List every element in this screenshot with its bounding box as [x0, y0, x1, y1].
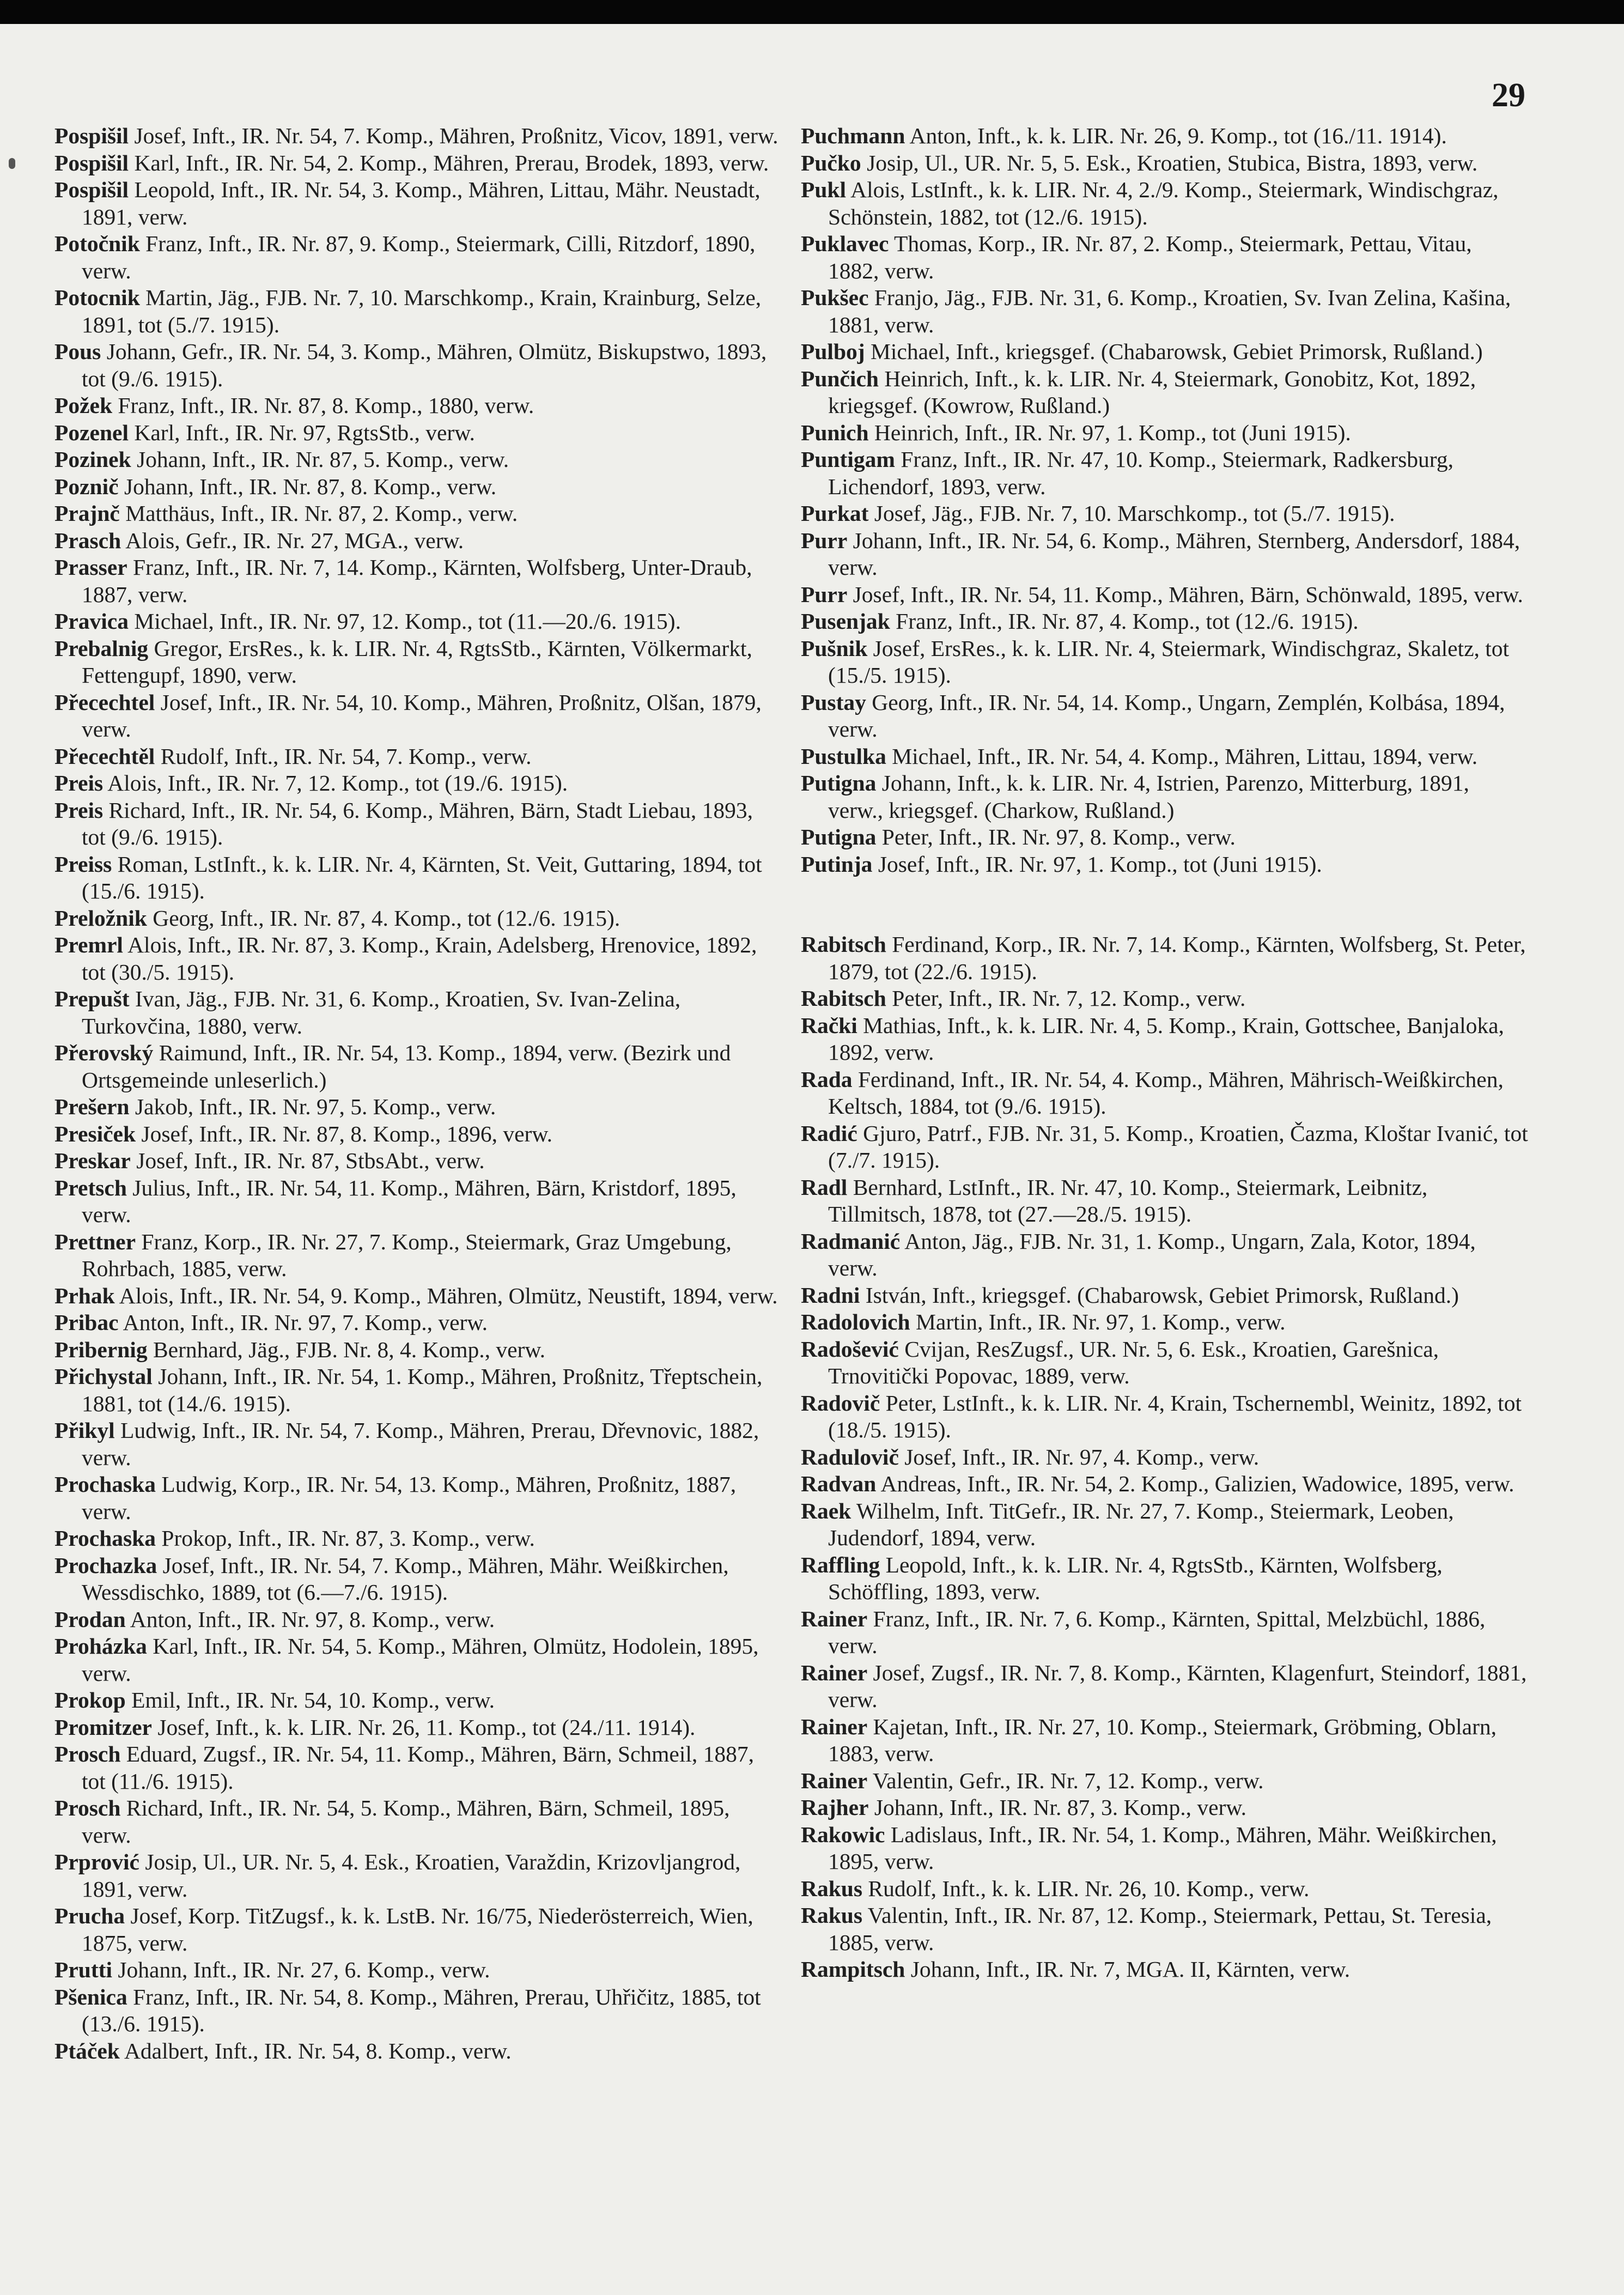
right-column: [801, 123, 1528, 1983]
register-entry: [801, 1768, 1528, 1795]
surname: Puklavec: [801, 231, 889, 256]
entry-details: Peter, LstInft., k. k. LIR. Nr. 4, Krain, Tschernembl, Weinitz, 1892, tot (18./5. 1915).: [828, 1390, 1522, 1442]
scan-top-border: [0, 0, 1624, 24]
entry-details: Johann, Inft., IR. Nr. 54, 1. Komp., Mähren, Proßnitz, Třeptschein, 1881, tot (14./6. 1915).: [82, 1364, 763, 1416]
entry-details: Julius, Inft., IR. Nr. 54, 11. Komp., Mähren, Bärn, Kristdorf, 1895, verw.: [82, 1175, 737, 1227]
register-entry: [801, 1660, 1528, 1714]
register-entry: [54, 1121, 782, 1148]
register-entry: [54, 1633, 782, 1687]
page-number: 29: [1492, 77, 1525, 114]
register-entry: [801, 770, 1528, 824]
surname: Rakus: [801, 1903, 863, 1928]
entry-details: Heinrich, Inft., k. k. LIR. Nr. 4, Steiermark, Gonobitz, Kot, 1892, kriegsgef. (Kowrow, Rußland.): [828, 366, 1476, 418]
surname: Potočnik: [54, 231, 140, 256]
register-entry: [54, 1337, 782, 1364]
surname: Radić: [801, 1120, 857, 1146]
entry-details: Valentin, Gefr., IR. Nr. 7, 12. Komp., verw.: [872, 1768, 1264, 1793]
surname: Přerovský: [54, 1040, 154, 1065]
surname: Prutti: [54, 1957, 113, 1982]
surname: Premrl: [54, 932, 123, 957]
entry-details: Josef, Inft., IR. Nr. 54, 7. Komp., Mähren, Proßnitz, Vicov, 1891, verw.: [134, 123, 778, 148]
entry-details: Michael, Inft., kriegsgef. (Chabarowsk, Gebiet Primorsk, Rußland.): [871, 339, 1483, 364]
surname: Preiss: [54, 851, 112, 877]
register-entry: [801, 1498, 1528, 1552]
entry-details: Johann, Inft., IR. Nr. 87, 5. Komp., verw.: [137, 447, 509, 472]
surname: Preskar: [54, 1148, 131, 1173]
surname: Přichystal: [54, 1364, 153, 1389]
print-speck: [9, 158, 15, 169]
surname: Pučko: [801, 150, 861, 175]
surname: Radošević: [801, 1336, 899, 1362]
entry-details: Josef, Inft., IR. Nr. 54, 7. Komp., Mähren, Mähr. Weißkirchen, Wessdischko, 1889, tot (6.—7./6. 1915).: [82, 1552, 729, 1605]
register-entry: [801, 1471, 1528, 1498]
register-entry: [801, 150, 1528, 177]
surname: Pusenjak: [801, 609, 890, 634]
surname: Prettner: [54, 1229, 136, 1254]
surname: Radni: [801, 1282, 860, 1308]
surname: Puntigam: [801, 447, 895, 472]
register-entry: [801, 635, 1528, 689]
surname: Rainer: [801, 1660, 868, 1685]
entry-details: Peter, Inft., IR. Nr. 97, 8. Komp., verw.: [881, 824, 1236, 849]
surname: Pous: [54, 339, 101, 364]
register-entry: [801, 1875, 1528, 1903]
right-column-p-section: [801, 123, 1528, 878]
surname: Prajnč: [54, 501, 120, 526]
entry-details: Leopold, Inft., k. k. LIR. Nr. 4, RgtsStb., Kärnten, Wolfsberg, Schöffling, 1893, verw.: [828, 1552, 1443, 1604]
entry-details: Alois, Gefr., IR. Nr. 27, MGA., verw.: [125, 527, 464, 553]
register-entry: [801, 1228, 1528, 1282]
register-entry: [54, 1687, 782, 1714]
surname: Presiček: [54, 1121, 136, 1146]
entry-details: Anton, Jäg., FJB. Nr. 31, 1. Komp., Ungarn, Zala, Kotor, 1894, verw.: [828, 1228, 1476, 1280]
register-entry: [54, 1795, 782, 1849]
entry-details: Peter, Inft., IR. Nr. 7, 12. Komp., verw.: [892, 986, 1246, 1011]
register-entry: [54, 1040, 782, 1094]
surname: Prhak: [54, 1283, 115, 1308]
surname: Pustulka: [801, 743, 886, 769]
entry-details: Mathias, Inft., k. k. LIR. Nr. 4, 5. Komp., Krain, Gottschee, Banjaloka, 1892, verw.: [828, 1012, 1504, 1065]
entry-details: Valentin, Inft., IR. Nr. 87, 12. Komp., Steiermark, Pettau, St. Teresia, 1885, verw.: [828, 1903, 1492, 1955]
register-entry: [54, 635, 782, 689]
entry-details: Ludwig, Korp., IR. Nr. 54, 13. Komp., Mähren, Proßnitz, 1887, verw.: [82, 1472, 737, 1524]
entry-details: Anton, Inft., IR. Nr. 97, 7. Komp., verw.: [123, 1310, 488, 1335]
entry-details: Jakob, Inft., IR. Nr. 97, 5. Komp., verw.: [135, 1094, 496, 1119]
register-entry: [801, 446, 1528, 500]
register-entry: [801, 284, 1528, 338]
register-entry: [54, 770, 782, 797]
surname: Rainer: [801, 1714, 868, 1739]
surname: Prokop: [54, 1687, 126, 1713]
surname: Požek: [54, 393, 113, 418]
entry-details: Gregor, ErsRes., k. k. LIR. Nr. 4, RgtsStb., Kärnten, Völkermarkt, Fettengupf, 1890, verw.: [82, 635, 752, 688]
entry-details: Anton, Inft., k. k. LIR. Nr. 26, 9. Komp., tot (16./11. 1914).: [909, 123, 1447, 148]
entry-details: Bernhard, LstInft., IR. Nr. 47, 10. Komp., Steiermark, Leibnitz, Tillmitsch, 1878, tot (27.—28./5. 1915).: [828, 1174, 1428, 1227]
register-entry: [801, 931, 1528, 985]
surname: Preložnik: [54, 905, 147, 931]
register-entry: [54, 1741, 782, 1795]
register-entry: [801, 527, 1528, 581]
register-entry: [54, 1229, 782, 1283]
entry-details: Ludwig, Inft., IR. Nr. 54, 7. Komp., Mähren, Prerau, Dřevnovic, 1882, verw.: [82, 1418, 759, 1470]
surname: Pozenel: [54, 420, 129, 445]
register-entry: [54, 500, 782, 527]
surname: Prešern: [54, 1094, 130, 1119]
entry-details: Emil, Inft., IR. Nr. 54, 10. Komp., verw.: [131, 1687, 495, 1713]
register-entry: [801, 1794, 1528, 1822]
entry-details: Alois, Inft., IR. Nr. 54, 9. Komp., Mähren, Olmütz, Neustift, 1894, verw.: [119, 1283, 778, 1308]
surname: Putigna: [801, 770, 877, 796]
surname: Rački: [801, 1012, 857, 1038]
surname: Prucha: [54, 1903, 125, 1928]
register-entry: [801, 743, 1528, 770]
entry-details: Heinrich, Inft., IR. Nr. 97, 1. Komp., tot (Juni 1915).: [874, 420, 1351, 445]
register-entry: [801, 123, 1528, 150]
register-entry: [801, 1902, 1528, 1956]
surname: Rada: [801, 1066, 853, 1092]
register-entry: [801, 608, 1528, 635]
surname: Putigna: [801, 824, 877, 849]
entry-details: Karl, Inft., IR. Nr. 54, 2. Komp., Mähren, Prerau, Brodek, 1893, verw.: [134, 150, 769, 175]
surname: Pustay: [801, 689, 866, 715]
entry-details: Ferdinand, Inft., IR. Nr. 54, 4. Komp., Mähren, Mährisch-Weißkirchen, Keltsch, 1884, tot (9./6. 1915).: [828, 1066, 1504, 1119]
surname: Raffling: [801, 1552, 880, 1577]
surname: Pospišil: [54, 123, 129, 148]
register-entry: [54, 689, 782, 743]
entry-details: Matthäus, Inft., IR. Nr. 87, 2. Komp., verw.: [125, 501, 518, 526]
surname: Pšenica: [54, 1984, 127, 2009]
surname: Ptáček: [54, 2038, 120, 2063]
entry-details: Johann, Inft., IR. Nr. 54, 6. Komp., Mähren, Sternberg, Andersdorf, 1884, verw.: [828, 527, 1520, 580]
entry-details: Martin, Inft., IR. Nr. 97, 1. Komp., verw.: [916, 1309, 1286, 1334]
surname: Punčich: [801, 366, 879, 391]
surname: Rampitsch: [801, 1957, 905, 1982]
register-entry: [54, 1283, 782, 1310]
entry-details: Johann, Inft., IR. Nr. 7, MGA. II, Kärnten, verw.: [910, 1957, 1351, 1982]
surname: Prochaska: [54, 1526, 156, 1551]
entry-details: Michael, Inft., IR. Nr. 54, 4. Komp., Mähren, Littau, 1894, verw.: [892, 743, 1478, 769]
register-entry: [801, 985, 1528, 1012]
surname: Prepušt: [54, 986, 130, 1011]
entry-details: Franjo, Jäg., FJB. Nr. 31, 6. Komp., Kroatien, Sv. Ivan Zelina, Kašina, 1881, verw.: [828, 285, 1511, 337]
surname: Rabitsch: [801, 932, 886, 957]
entry-details: Roman, LstInft., k. k. LIR. Nr. 4, Kärnten, St. Veit, Guttaring, 1894, tot (15./6. 1915).: [82, 851, 762, 903]
entry-details: Leopold, Inft., IR. Nr. 54, 3. Komp., Mähren, Littau, Mähr. Neustadt, 1891, verw.: [82, 177, 761, 229]
surname: Pušnik: [801, 635, 868, 661]
register-entry: [801, 230, 1528, 284]
register-entry: [801, 1012, 1528, 1066]
entry-details: Ivan, Jäg., FJB. Nr. 31, 6. Komp., Kroatien, Sv. Ivan-Zelina, Turkovčina, 1880, verw.: [82, 986, 681, 1039]
entry-details: Josef, Inft., IR. Nr. 97, 1. Komp., tot (Juni 1915).: [878, 851, 1322, 877]
surname: Proházka: [54, 1634, 147, 1659]
register-entry: [54, 743, 782, 770]
surname: Radl: [801, 1174, 848, 1200]
surname: Radovič: [801, 1390, 880, 1416]
register-entry: [801, 1336, 1528, 1390]
register-entry: [54, 851, 782, 905]
register-entry: [801, 1552, 1528, 1606]
register-entry: [54, 1984, 782, 2038]
surname: Prasch: [54, 527, 121, 553]
entry-details: Alois, Inft., IR. Nr. 87, 3. Komp., Krain, Adelsberg, Hrenovice, 1892, tot (30./5. 1915).: [82, 932, 757, 985]
register-entry: [54, 392, 782, 420]
entry-details: Josef, Jäg., FJB. Nr. 7, 10. Marschkomp., tot (5./7. 1915).: [874, 501, 1395, 526]
surname: Prprović: [54, 1849, 139, 1874]
register-entry: [54, 150, 782, 177]
surname: Prebalnig: [54, 635, 149, 661]
register-entry: [801, 366, 1528, 420]
entry-details: Prokop, Inft., IR. Nr. 87, 3. Komp., verw.: [161, 1526, 535, 1551]
entry-details: Josef, Zugsf., IR. Nr. 7, 8. Komp., Kärnten, Klagenfurt, Steindorf, 1881, verw.: [828, 1660, 1527, 1712]
entry-details: Richard, Inft., IR. Nr. 54, 6. Komp., Mähren, Bärn, Stadt Liebau, 1893, tot (9./6. 1915).: [82, 797, 753, 849]
register-entry: [54, 905, 782, 932]
entry-details: Richard, Inft., IR. Nr. 54, 5. Komp., Mähren, Bärn, Schmeil, 1895, verw.: [82, 1795, 730, 1848]
register-entry: [801, 177, 1528, 230]
entry-details: Bernhard, Jäg., FJB. Nr. 8, 4. Komp., verw.: [153, 1337, 545, 1362]
surname: Prodan: [54, 1606, 126, 1632]
surname: Pretsch: [54, 1175, 127, 1200]
entry-details: Josip, Ul., UR. Nr. 5, 5. Esk., Kroatien, Stubica, Bistra, 1893, verw.: [867, 150, 1478, 175]
register-entry: [54, 608, 782, 635]
entry-details: Wilhelm, Inft. TitGefr., IR. Nr. 27, 7. Komp., Steiermark, Leoben, Judendorf, 1894, verw.: [828, 1498, 1454, 1550]
register-entry: [54, 1175, 782, 1229]
register-entry: [54, 1552, 782, 1606]
register-entry: [54, 1148, 782, 1175]
surname: Pozinek: [54, 447, 131, 472]
surname: Rabitsch: [801, 986, 886, 1011]
register-entry: [54, 932, 782, 986]
entry-details: Anton, Inft., IR. Nr. 97, 8. Komp., verw.: [130, 1606, 495, 1632]
surname: Prosch: [54, 1795, 121, 1820]
surname: Prasser: [54, 555, 127, 580]
register-entry: [801, 1120, 1528, 1174]
register-entry: [54, 1903, 782, 1957]
register-entry: [54, 986, 782, 1040]
register-entry: [54, 1309, 782, 1337]
register-entry: [54, 1417, 782, 1471]
register-entry: [801, 689, 1528, 743]
register-entry: [801, 581, 1528, 609]
register-entry: [801, 338, 1528, 366]
entry-details: Franz, Inft., IR. Nr. 87, 4. Komp., tot (12./6. 1915).: [896, 609, 1359, 634]
register-entry: [801, 500, 1528, 527]
register-entry: [54, 1363, 782, 1417]
entry-details: Franz, Inft., IR. Nr. 54, 8. Komp., Mähren, Prerau, Uhřičitz, 1885, tot (13./6. 1915).: [82, 1984, 761, 2036]
surname: Potocnik: [54, 285, 140, 310]
surname: Radmanić: [801, 1228, 901, 1254]
entry-details: Franz, Inft., IR. Nr. 87, 9. Komp., Steiermark, Cilli, Ritzdorf, 1890, verw.: [82, 231, 756, 283]
surname: Purkat: [801, 501, 869, 526]
register-entry: [801, 420, 1528, 447]
entry-details: Johann, Inft., IR. Nr. 87, 8. Komp., verw.: [124, 473, 497, 499]
surname: Přikyl: [54, 1418, 115, 1443]
register-entry: [54, 338, 782, 392]
right-column-r-section: [801, 931, 1528, 1983]
entry-details: Eduard, Zugsf., IR. Nr. 54, 11. Komp., Mähren, Bärn, Schmeil, 1887, tot (11./6. 1915).: [82, 1741, 755, 1794]
entry-details: Andreas, Inft., IR. Nr. 54, 2. Komp., Galizien, Wadowice, 1895, verw.: [880, 1471, 1514, 1496]
register-entry: [801, 1309, 1528, 1336]
surname: Poznič: [54, 473, 119, 499]
surname: Putinja: [801, 851, 873, 877]
entry-details: Karl, Inft., IR. Nr. 97, RgtsStb., verw.: [134, 420, 475, 445]
entry-details: Josip, Ul., UR. Nr. 5, 4. Esk., Kroatien, Varaždin, Krizovljangrod, 1891, verw.: [82, 1849, 741, 1902]
surname: Přecechtěl: [54, 743, 155, 769]
register-entry: [54, 177, 782, 230]
surname: Pribac: [54, 1310, 119, 1335]
register-entry: [801, 1390, 1528, 1444]
surname: Rajher: [801, 1795, 869, 1820]
register-entry: [801, 1714, 1528, 1768]
entry-details: Josef, Korp. TitZugsf., k. k. LstB. Nr. 16/75, Niederösterreich, Wien, 1875, verw.: [82, 1903, 753, 1956]
entry-details: Kajetan, Inft., IR. Nr. 27, 10. Komp., Steiermark, Gröbming, Oblarn, 1883, verw.: [828, 1714, 1497, 1766]
surname: Promitzer: [54, 1714, 152, 1740]
surname: Radvan: [801, 1471, 877, 1496]
register-entry: [54, 230, 782, 284]
surname: Rainer: [801, 1606, 868, 1631]
surname: Prosch: [54, 1741, 121, 1766]
entry-details: Michael, Inft., IR. Nr. 97, 12. Komp., tot (11.—20./6. 1915).: [134, 609, 681, 634]
register-entry: [54, 554, 782, 608]
register-entry: [54, 1606, 782, 1634]
surname: Rainer: [801, 1768, 868, 1793]
entry-details: Josef, Inft., IR. Nr. 87, StbsAbt., verw.: [136, 1148, 485, 1173]
entry-details: Ladislaus, Inft., IR. Nr. 54, 1. Komp., Mähren, Mähr. Weißkirchen, 1895, verw.: [828, 1822, 1497, 1874]
entry-details: Rudolf, Inft., k. k. LIR. Nr. 26, 10. Komp., verw.: [868, 1875, 1310, 1901]
register-entry: [54, 1957, 782, 1984]
surname: Radulovič: [801, 1444, 899, 1470]
register-entry: [801, 851, 1528, 878]
entry-details: Josef, Inft., IR. Nr. 87, 8. Komp., 1896, verw.: [141, 1121, 553, 1146]
entry-details: Franz, Korp., IR. Nr. 27, 7. Komp., Steiermark, Graz Umgebung, Rohrbach, 1885, verw.: [82, 1229, 732, 1281]
entry-details: Martin, Jäg., FJB. Nr. 7, 10. Marschkomp., Krain, Krainburg, Selze, 1891, tot (5./7. 1915).: [82, 285, 762, 337]
entry-details: Johann, Inft., k. k. LIR. Nr. 4, Istrien, Parenzo, Mitterburg, 1891, verw., kriegsgef. (Charkow, Rußland.): [828, 770, 1469, 823]
surname: Puchmann: [801, 123, 905, 148]
entry-details: Ferdinand, Korp., IR. Nr. 7, 14. Komp., Kärnten, Wolfsberg, St. Peter, 1879, tot (22./6. 1915).: [828, 932, 1526, 984]
register-entry: [54, 284, 782, 338]
entry-details: Franz, Inft., IR. Nr. 7, 14. Komp., Kärnten, Wolfsberg, Unter-Draub, 1887, verw.: [82, 555, 752, 607]
register-entry: [54, 1714, 782, 1741]
register-entry: [54, 1849, 782, 1903]
entry-details: Thomas, Korp., IR. Nr. 87, 2. Komp., Steiermark, Pettau, Vitau, 1882, verw.: [828, 231, 1472, 283]
register-entry: [801, 824, 1528, 851]
entry-details: Alois, Inft., IR. Nr. 7, 12. Komp., tot (19./6. 1915).: [107, 770, 568, 796]
register-entry: [54, 1094, 782, 1121]
entry-details: Johann, Inft., IR. Nr. 87, 3. Komp., verw.: [874, 1795, 1246, 1820]
entry-details: Franz, Inft., IR. Nr. 87, 8. Komp., 1880, verw.: [118, 393, 534, 418]
entry-details: Raimund, Inft., IR. Nr. 54, 13. Komp., 1894, verw. (Bezirk und Ortsgemeinde unleserlich.): [82, 1040, 731, 1092]
surname: Preis: [54, 797, 104, 823]
surname: Pospišil: [54, 150, 129, 175]
surname: Pospišil: [54, 177, 129, 202]
surname: Pravica: [54, 609, 129, 634]
entry-details: Josef, Inft., IR. Nr. 54, 10. Komp., Mähren, Proßnitz, Olšan, 1879, verw.: [82, 689, 762, 742]
surname: Preis: [54, 770, 104, 796]
entry-details: Franz, Inft., IR. Nr. 7, 6. Komp., Kärnten, Spittal, Melzbüchl, 1886, verw.: [828, 1606, 1486, 1658]
entry-details: Alois, LstInft., k. k. LIR. Nr. 4, 2./9. Komp., Steiermark, Windischgraz, Schönstein, 1882, tot (12./6. 1915).: [828, 177, 1499, 229]
surname: Punich: [801, 420, 869, 445]
register-entry: [801, 1444, 1528, 1471]
register-entry: [54, 473, 782, 501]
surname: Raek: [801, 1498, 851, 1523]
entry-details: Gjuro, Patrf., FJB. Nr. 31, 5. Komp., Kroatien, Čazma, Kloštar Ivanić, tot (7./7. 1915).: [828, 1120, 1528, 1173]
entry-details: Franz, Inft., IR. Nr. 47, 10. Komp., Steiermark, Radkersburg, Lichendorf, 1893, verw.: [828, 447, 1453, 499]
entry-details: Georg, Inft., IR. Nr. 54, 14. Komp., Ungarn, Zemplén, Kolbása, 1894, verw.: [828, 689, 1505, 742]
entry-details: István, Inft., kriegsgef. (Chabarowsk, Gebiet Primorsk, Rußland.): [865, 1282, 1459, 1308]
entry-details: Johann, Inft., IR. Nr. 27, 6. Komp., verw.: [118, 1957, 490, 1982]
surname: Prochazka: [54, 1552, 157, 1578]
entry-details: Adalbert, Inft., IR. Nr. 54, 8. Komp., verw.: [124, 2038, 512, 2063]
surname: Prochaska: [54, 1472, 156, 1497]
surname: Purr: [801, 581, 848, 607]
surname: Pribernig: [54, 1337, 148, 1362]
register-entry: [54, 527, 782, 555]
register-entry: [801, 1956, 1528, 1983]
entry-details: Rudolf, Inft., IR. Nr. 54, 7. Komp., verw.: [160, 743, 532, 769]
entry-details: Josef, ErsRes., k. k. LIR. Nr. 4, Steiermark, Windischgraz, Skaletz, tot (15./5. 1915).: [828, 635, 1510, 688]
section-gap: [801, 878, 1528, 931]
register-entry: [54, 123, 782, 150]
entry-details: Cvijan, ResZugsf., UR. Nr. 5, 6. Esk., Kroatien, Garešnica, Trnovitički Popovac, 1889, verw.: [828, 1336, 1439, 1388]
register-entry: [801, 1606, 1528, 1660]
register-entry: [801, 1174, 1528, 1228]
register-entry: [801, 1822, 1528, 1875]
register-entry: [54, 797, 782, 851]
surname: Pukl: [801, 177, 847, 202]
surname: Pukšec: [801, 285, 869, 310]
surname: Rakowic: [801, 1822, 885, 1847]
register-entry: [54, 1471, 782, 1525]
register-entry: [54, 420, 782, 447]
surname: Radolovich: [801, 1309, 910, 1334]
entry-details: Johann, Gefr., IR. Nr. 54, 3. Komp., Mähren, Olmütz, Biskupstwo, 1893, tot (9./6. 1915).: [82, 339, 767, 391]
left-column: [54, 123, 782, 2065]
register-entry: [54, 1525, 782, 1552]
register-entry: [801, 1066, 1528, 1120]
surname: Purr: [801, 527, 848, 553]
register-entry: [801, 1282, 1528, 1309]
register-entry: [54, 2038, 782, 2065]
entry-details: Karl, Inft., IR. Nr. 54, 5. Komp., Mähren, Olmütz, Hodolein, 1895, verw.: [82, 1634, 759, 1686]
register-entry: [54, 446, 782, 473]
entry-details: Josef, Inft., IR. Nr. 54, 11. Komp., Mähren, Bärn, Schönwald, 1895, verw.: [853, 581, 1523, 607]
entry-details: Josef, Inft., k. k. LIR. Nr. 26, 11. Komp., tot (24./11. 1914).: [157, 1714, 696, 1740]
surname: Pulboj: [801, 339, 865, 364]
surname: Přecechtel: [54, 689, 155, 715]
surname: Rakus: [801, 1875, 863, 1901]
entry-details: Georg, Inft., IR. Nr. 87, 4. Komp., tot (12./6. 1915).: [153, 905, 621, 931]
entry-details: Josef, Inft., IR. Nr. 97, 4. Komp., verw.: [904, 1444, 1260, 1470]
